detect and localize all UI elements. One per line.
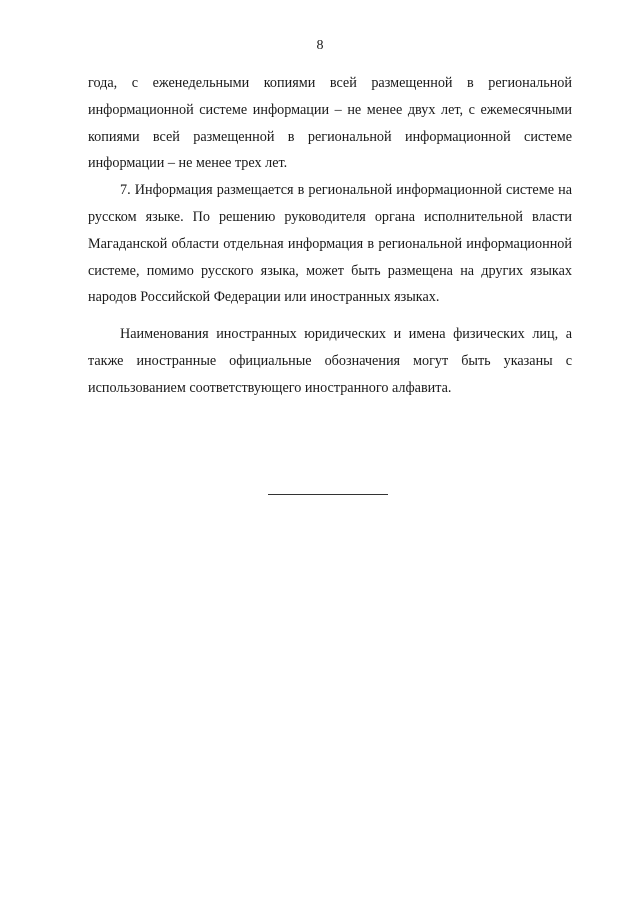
page-number: 8 bbox=[316, 38, 324, 53]
end-of-document-rule bbox=[268, 494, 388, 495]
paragraph-foreign-names: Наименования иностранных юридических и имена физических лиц, а также иностранные официальные обозначения могут быть указаны с использованием соответствующего иностранного алфавита. bbox=[88, 326, 572, 396]
paragraph-item-7: 7. Информация размещается в региональной информационной системе на русском языке. По решению руководителя органа исполнительной власти Магаданской области отдельная информация в региональной информационной системе, помимо русского языка, может быть размещена на других языках народов Российской Федерации или иностранных языках. bbox=[88, 182, 572, 306]
paragraph-continuation: года, с еженедельными копиями всей размещенной в региональной информационной системе информации – не менее двух лет, с ежемесячными копиями всей размещенной в региональной информационной системе информации – не менее трех лет. bbox=[88, 75, 572, 172]
document-body bbox=[88, 70, 572, 402]
